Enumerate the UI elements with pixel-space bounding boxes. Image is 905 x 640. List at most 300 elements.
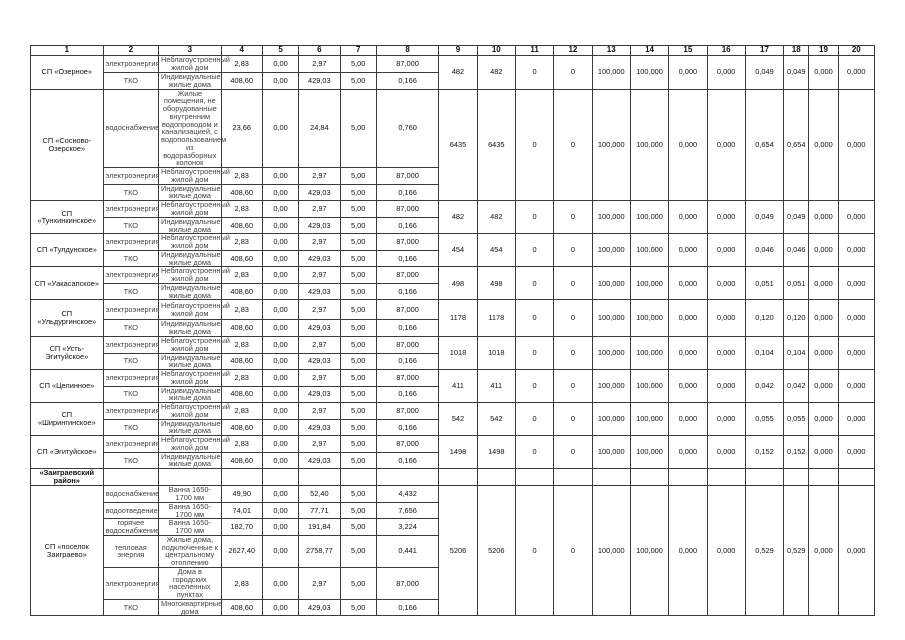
- column-number-17: 17: [745, 46, 783, 56]
- value-v4: 2,83: [221, 56, 262, 73]
- empty-cell: [592, 469, 630, 486]
- summary-c9: 1178: [439, 300, 477, 337]
- summary-c16: 0,000: [707, 89, 745, 201]
- tariff-table: [30, 45, 875, 616]
- summary-c15: 0,000: [669, 403, 707, 436]
- housing-category: Неблагоустроенный жилой дом: [159, 336, 222, 353]
- summary-c9: 1498: [439, 436, 477, 469]
- summary-c10: 498: [477, 267, 515, 300]
- value-v7: 5,00: [340, 370, 376, 387]
- value-v5: 0,00: [262, 300, 298, 320]
- value-v7: 5,00: [340, 267, 376, 284]
- summary-c10: 482: [477, 56, 515, 90]
- summary-c15: 0,000: [669, 89, 707, 201]
- value-v8: 0,166: [376, 599, 439, 616]
- value-v8: 87,000: [376, 56, 439, 73]
- summary-c11: 0: [515, 436, 553, 469]
- value-v4: 2,83: [221, 370, 262, 387]
- column-number-7: 7: [340, 46, 376, 56]
- summary-c9: 411: [439, 370, 477, 403]
- summary-c11: 0: [515, 370, 553, 403]
- housing-category: Ванна 1650-1700 мм: [159, 502, 222, 519]
- summary-c16: 0,000: [707, 486, 745, 616]
- value-v7: 5,00: [340, 535, 376, 567]
- housing-category: Неблагоустроенный жилой дом: [159, 370, 222, 387]
- value-v7: 5,00: [340, 234, 376, 251]
- column-number-10: 10: [477, 46, 515, 56]
- summary-c19: 0,000: [809, 370, 838, 403]
- empty-cell: [221, 469, 262, 486]
- summary-c12: 0: [554, 300, 592, 337]
- value-v8: 87,000: [376, 234, 439, 251]
- housing-category: Индивидуальные жилые дома: [159, 250, 222, 267]
- value-v8: 87,000: [376, 336, 439, 353]
- value-v5: 0,00: [262, 89, 298, 168]
- value-v6: 2,97: [299, 300, 340, 320]
- column-number-9: 9: [439, 46, 477, 56]
- summary-c11: 0: [515, 89, 553, 201]
- summary-c10: 5206: [477, 486, 515, 616]
- empty-cell: [477, 469, 515, 486]
- empty-cell: [376, 469, 439, 486]
- housing-category: Жилые помещения, не оборудованные внутренним водопроводом и канализацией, с водопользованием из водоразборных колонок: [159, 89, 222, 168]
- summary-c18: 0,529: [784, 486, 809, 616]
- value-v5: 0,00: [262, 386, 298, 403]
- value-v4: 2,83: [221, 336, 262, 353]
- housing-category: Неблагоустроенный жилой дом: [159, 201, 222, 218]
- settlement-name: СП «Целинное»: [31, 370, 104, 403]
- summary-c13: 100,000: [592, 89, 630, 201]
- summary-c14: 100,000: [630, 436, 668, 469]
- value-v8: 0,166: [376, 452, 439, 469]
- value-v5: 0,00: [262, 436, 298, 453]
- service-type: электроэнергия: [103, 336, 158, 353]
- value-v4: 408,60: [221, 353, 262, 370]
- value-v8: 87,000: [376, 436, 439, 453]
- column-number-5: 5: [262, 46, 298, 56]
- service-type: ТКО: [103, 599, 158, 616]
- summary-c12: 0: [554, 486, 592, 616]
- value-v6: 2,97: [299, 336, 340, 353]
- value-v7: 5,00: [340, 599, 376, 616]
- summary-c13: 100,000: [592, 436, 630, 469]
- housing-category: Неблагоустроенный жилой дом: [159, 168, 222, 185]
- value-v5: 0,00: [262, 599, 298, 616]
- summary-c17: 0,529: [745, 486, 783, 616]
- section-row: [31, 469, 875, 486]
- summary-c11: 0: [515, 403, 553, 436]
- value-v4: 23,66: [221, 89, 262, 168]
- value-v5: 0,00: [262, 217, 298, 234]
- summary-c15: 0,000: [669, 336, 707, 369]
- housing-category: Неблагоустроенный жилой дом: [159, 436, 222, 453]
- summary-c10: 482: [477, 201, 515, 234]
- service-type: электроэнергия: [103, 267, 158, 284]
- value-v4: 2,83: [221, 168, 262, 185]
- service-type: электроэнергия: [103, 300, 158, 320]
- value-v6: 429,03: [299, 73, 340, 90]
- summary-c14: 100,000: [630, 486, 668, 616]
- value-v6: 429,03: [299, 386, 340, 403]
- value-v7: 5,00: [340, 336, 376, 353]
- value-v4: 2,83: [221, 201, 262, 218]
- summary-c18: 0,120: [784, 300, 809, 337]
- housing-category: Индивидуальные жилые дома: [159, 419, 222, 436]
- value-v8: 87,000: [376, 300, 439, 320]
- settlement-name: СП «Озерное»: [31, 56, 104, 90]
- value-v7: 5,00: [340, 201, 376, 218]
- value-v8: 0,166: [376, 419, 439, 436]
- value-v4: 408,60: [221, 419, 262, 436]
- value-v7: 5,00: [340, 184, 376, 201]
- column-number-13: 13: [592, 46, 630, 56]
- service-type: ТКО: [103, 320, 158, 337]
- service-type: ТКО: [103, 184, 158, 201]
- housing-category: Индивидуальные жилые дома: [159, 184, 222, 201]
- value-v4: 408,60: [221, 452, 262, 469]
- value-v7: 5,00: [340, 300, 376, 320]
- summary-c9: 498: [439, 267, 477, 300]
- housing-category: Дома в городских населенных пунктах: [159, 567, 222, 599]
- summary-c18: 0,049: [784, 56, 809, 90]
- summary-c19: 0,000: [809, 486, 838, 616]
- summary-c17: 0,042: [745, 370, 783, 403]
- value-v5: 0,00: [262, 234, 298, 251]
- empty-cell: [630, 469, 668, 486]
- column-number-row: [31, 46, 875, 56]
- value-v6: 2,97: [299, 403, 340, 420]
- summary-c12: 0: [554, 403, 592, 436]
- column-number-16: 16: [707, 46, 745, 56]
- summary-c17: 0,049: [745, 56, 783, 90]
- service-type: электроэнергия: [103, 436, 158, 453]
- summary-c9: 482: [439, 56, 477, 90]
- summary-c13: 100,000: [592, 486, 630, 616]
- value-v5: 0,00: [262, 267, 298, 284]
- table-row: [31, 300, 875, 320]
- value-v8: 0,166: [376, 184, 439, 201]
- settlement-name: СП «поселок Заиграево»: [31, 486, 104, 616]
- settlement-name: СП «Тунхинкинское»: [31, 201, 104, 234]
- service-type: тепловая энергия: [103, 535, 158, 567]
- empty-cell: [159, 469, 222, 486]
- service-type: электроэнергия: [103, 234, 158, 251]
- value-v7: 5,00: [340, 250, 376, 267]
- summary-c11: 0: [515, 56, 553, 90]
- value-v4: 408,60: [221, 599, 262, 616]
- summary-c11: 0: [515, 201, 553, 234]
- value-v4: 74,01: [221, 502, 262, 519]
- value-v5: 0,00: [262, 452, 298, 469]
- value-v6: 429,03: [299, 217, 340, 234]
- summary-c16: 0,000: [707, 300, 745, 337]
- summary-c12: 0: [554, 436, 592, 469]
- summary-c15: 0,000: [669, 370, 707, 403]
- column-number-6: 6: [299, 46, 340, 56]
- summary-c18: 0,042: [784, 370, 809, 403]
- summary-c16: 0,000: [707, 234, 745, 267]
- summary-c14: 100,000: [630, 201, 668, 234]
- value-v5: 0,00: [262, 250, 298, 267]
- value-v7: 5,00: [340, 403, 376, 420]
- housing-category: Неблагоустроенный жилой дом: [159, 300, 222, 320]
- value-v8: 0,760: [376, 89, 439, 168]
- summary-c18: 0,104: [784, 336, 809, 369]
- service-type: ТКО: [103, 250, 158, 267]
- housing-category: Индивидуальные жилые дома: [159, 217, 222, 234]
- housing-category: Индивидуальные жилые дома: [159, 283, 222, 300]
- value-v7: 5,00: [340, 502, 376, 519]
- summary-c15: 0,000: [669, 300, 707, 337]
- table-row: [31, 89, 875, 168]
- column-number-14: 14: [630, 46, 668, 56]
- service-type: электроэнергия: [103, 567, 158, 599]
- value-v7: 5,00: [340, 168, 376, 185]
- summary-c12: 0: [554, 201, 592, 234]
- service-type: горячее водоснабжение: [103, 519, 158, 536]
- settlement-name: СП «Усть-Эгитуйское»: [31, 336, 104, 369]
- summary-c20: 0,000: [838, 201, 874, 234]
- value-v6: 429,03: [299, 599, 340, 616]
- value-v7: 5,00: [340, 452, 376, 469]
- value-v4: 408,60: [221, 320, 262, 337]
- value-v4: 408,60: [221, 386, 262, 403]
- value-v6: 429,03: [299, 320, 340, 337]
- summary-c17: 0,055: [745, 403, 783, 436]
- summary-c16: 0,000: [707, 56, 745, 90]
- table-row: [31, 336, 875, 353]
- table-body: [31, 56, 875, 616]
- value-v7: 5,00: [340, 567, 376, 599]
- value-v6: 191,84: [299, 519, 340, 536]
- value-v7: 5,00: [340, 89, 376, 168]
- empty-cell: [299, 469, 340, 486]
- value-v8: 7,656: [376, 502, 439, 519]
- summary-c14: 100,000: [630, 56, 668, 90]
- summary-c10: 6435: [477, 89, 515, 201]
- column-number-20: 20: [838, 46, 874, 56]
- value-v4: 408,60: [221, 217, 262, 234]
- value-v8: 87,000: [376, 370, 439, 387]
- summary-c10: 542: [477, 403, 515, 436]
- settlement-name: СП «Уакасапское»: [31, 267, 104, 300]
- summary-c20: 0,000: [838, 403, 874, 436]
- summary-c13: 100,000: [592, 403, 630, 436]
- value-v7: 5,00: [340, 386, 376, 403]
- housing-category: Многоквартирные дома: [159, 599, 222, 616]
- empty-cell: [262, 469, 298, 486]
- value-v8: 0,166: [376, 283, 439, 300]
- value-v4: 182,70: [221, 519, 262, 536]
- value-v7: 5,00: [340, 320, 376, 337]
- value-v8: 4,432: [376, 486, 439, 503]
- summary-c20: 0,000: [838, 370, 874, 403]
- value-v5: 0,00: [262, 567, 298, 599]
- summary-c18: 0,152: [784, 436, 809, 469]
- service-type: электроэнергия: [103, 56, 158, 73]
- table-row: [31, 267, 875, 284]
- column-number-8: 8: [376, 46, 439, 56]
- value-v5: 0,00: [262, 320, 298, 337]
- summary-c20: 0,000: [838, 56, 874, 90]
- summary-c12: 0: [554, 234, 592, 267]
- value-v6: 429,03: [299, 283, 340, 300]
- summary-c16: 0,000: [707, 436, 745, 469]
- housing-category: Индивидуальные жилые дома: [159, 353, 222, 370]
- empty-cell: [669, 469, 707, 486]
- housing-category: Индивидуальные жилые дома: [159, 320, 222, 337]
- summary-c14: 100,000: [630, 300, 668, 337]
- summary-c9: 542: [439, 403, 477, 436]
- housing-category: Неблагоустроенный жилой дом: [159, 403, 222, 420]
- value-v6: 429,03: [299, 353, 340, 370]
- summary-c14: 100,000: [630, 370, 668, 403]
- empty-cell: [784, 469, 809, 486]
- summary-c19: 0,000: [809, 201, 838, 234]
- value-v5: 0,00: [262, 353, 298, 370]
- summary-c10: 411: [477, 370, 515, 403]
- value-v7: 5,00: [340, 217, 376, 234]
- table-row: [31, 403, 875, 420]
- summary-c15: 0,000: [669, 486, 707, 616]
- summary-c11: 0: [515, 486, 553, 616]
- value-v7: 5,00: [340, 283, 376, 300]
- table-row: [31, 201, 875, 218]
- service-type: электроэнергия: [103, 201, 158, 218]
- empty-cell: [103, 469, 158, 486]
- value-v5: 0,00: [262, 184, 298, 201]
- value-v6: 2,97: [299, 168, 340, 185]
- empty-cell: [745, 469, 783, 486]
- summary-c19: 0,000: [809, 234, 838, 267]
- value-v6: 77,71: [299, 502, 340, 519]
- value-v5: 0,00: [262, 201, 298, 218]
- service-type: ТКО: [103, 73, 158, 90]
- empty-cell: [515, 469, 553, 486]
- empty-cell: [809, 469, 838, 486]
- value-v4: 2,83: [221, 403, 262, 420]
- column-number-12: 12: [554, 46, 592, 56]
- summary-c13: 100,000: [592, 234, 630, 267]
- value-v6: 2,97: [299, 56, 340, 73]
- housing-category: Неблагоустроенный жилой дом: [159, 234, 222, 251]
- summary-c15: 0,000: [669, 56, 707, 90]
- empty-cell: [340, 469, 376, 486]
- summary-c14: 100,000: [630, 403, 668, 436]
- value-v4: 2,83: [221, 234, 262, 251]
- value-v7: 5,00: [340, 519, 376, 536]
- summary-c16: 0,000: [707, 201, 745, 234]
- summary-c14: 100,000: [630, 234, 668, 267]
- housing-category: Ванна 1650-1700 мм: [159, 486, 222, 503]
- summary-c20: 0,000: [838, 300, 874, 337]
- value-v8: 0,166: [376, 353, 439, 370]
- summary-c17: 0,104: [745, 336, 783, 369]
- service-type: ТКО: [103, 217, 158, 234]
- column-number-19: 19: [809, 46, 838, 56]
- table-row: [31, 436, 875, 453]
- summary-c18: 0,046: [784, 234, 809, 267]
- housing-category: Индивидуальные жилые дома: [159, 386, 222, 403]
- summary-c12: 0: [554, 267, 592, 300]
- value-v7: 5,00: [340, 486, 376, 503]
- summary-c9: 482: [439, 201, 477, 234]
- column-number-3: 3: [159, 46, 222, 56]
- summary-c13: 100,000: [592, 201, 630, 234]
- housing-category: Индивидуальные жилые дома: [159, 452, 222, 469]
- housing-category: Неблагоустроенный жилой дом: [159, 56, 222, 73]
- summary-c17: 0,152: [745, 436, 783, 469]
- summary-c12: 0: [554, 89, 592, 201]
- summary-c20: 0,000: [838, 234, 874, 267]
- summary-c16: 0,000: [707, 370, 745, 403]
- value-v4: 2627,40: [221, 535, 262, 567]
- summary-c11: 0: [515, 336, 553, 369]
- value-v6: 2,97: [299, 267, 340, 284]
- column-number-18: 18: [784, 46, 809, 56]
- summary-c13: 100,000: [592, 267, 630, 300]
- table-row: [31, 370, 875, 387]
- value-v6: 2,97: [299, 567, 340, 599]
- table-row: [31, 56, 875, 73]
- service-type: ТКО: [103, 419, 158, 436]
- summary-c19: 0,000: [809, 436, 838, 469]
- settlement-name: СП «Тулдунское»: [31, 234, 104, 267]
- value-v7: 5,00: [340, 73, 376, 90]
- value-v4: 2,83: [221, 267, 262, 284]
- value-v6: 52,40: [299, 486, 340, 503]
- value-v4: 408,60: [221, 283, 262, 300]
- summary-c12: 0: [554, 336, 592, 369]
- summary-c20: 0,000: [838, 89, 874, 201]
- summary-c15: 0,000: [669, 234, 707, 267]
- value-v6: 429,03: [299, 250, 340, 267]
- summary-c11: 0: [515, 300, 553, 337]
- value-v6: 2,97: [299, 370, 340, 387]
- section-title: «Заиграевский район»: [31, 469, 104, 486]
- value-v7: 5,00: [340, 436, 376, 453]
- value-v5: 0,00: [262, 336, 298, 353]
- service-type: ТКО: [103, 353, 158, 370]
- summary-c9: 6435: [439, 89, 477, 201]
- value-v4: 408,60: [221, 184, 262, 201]
- service-type: водоснабжение: [103, 89, 158, 168]
- summary-c20: 0,000: [838, 486, 874, 616]
- summary-c12: 0: [554, 56, 592, 90]
- value-v4: 2,83: [221, 436, 262, 453]
- settlement-name: СП «Сосново-Озерское»: [31, 89, 104, 201]
- service-type: электроэнергия: [103, 370, 158, 387]
- value-v5: 0,00: [262, 168, 298, 185]
- value-v5: 0,00: [262, 56, 298, 73]
- summary-c19: 0,000: [809, 336, 838, 369]
- value-v8: 87,000: [376, 267, 439, 284]
- value-v4: 2,83: [221, 300, 262, 320]
- housing-category: Жилые дома, подключенные к центральному отоплению: [159, 535, 222, 567]
- summary-c19: 0,000: [809, 300, 838, 337]
- value-v7: 5,00: [340, 353, 376, 370]
- summary-c19: 0,000: [809, 56, 838, 90]
- summary-c9: 454: [439, 234, 477, 267]
- summary-c18: 0,051: [784, 267, 809, 300]
- summary-c15: 0,000: [669, 201, 707, 234]
- value-v5: 0,00: [262, 519, 298, 536]
- empty-cell: [439, 469, 477, 486]
- value-v8: 87,000: [376, 403, 439, 420]
- value-v4: 2,83: [221, 567, 262, 599]
- value-v8: 0,441: [376, 535, 439, 567]
- summary-c9: 5206: [439, 486, 477, 616]
